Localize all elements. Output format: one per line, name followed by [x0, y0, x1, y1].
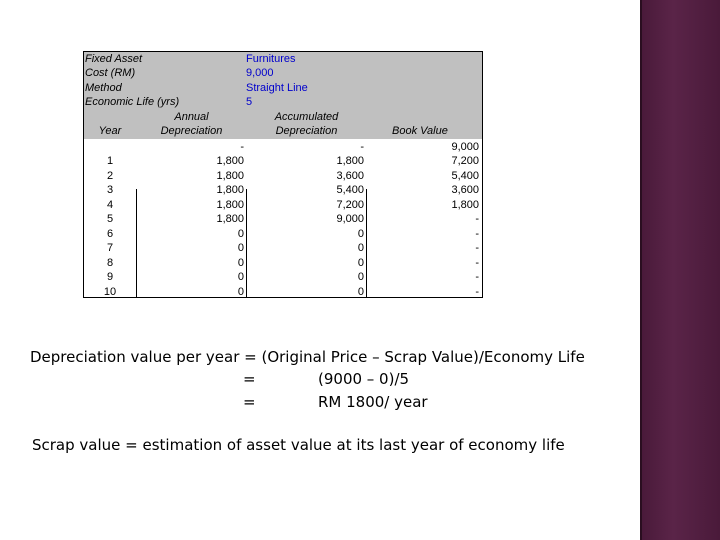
annual-depreciation-cell: 1,800 — [216, 155, 244, 168]
annual-depreciation-cell: 1,800 — [216, 184, 244, 197]
annual-depreciation-cell: 1,800 — [216, 213, 244, 226]
accumulated-depreciation-cell: 1,800 — [336, 155, 364, 168]
annual-depreciation-cell: 1,800 — [216, 169, 244, 182]
col-accum-header-1: Accumulated — [274, 111, 339, 123]
scrap-value-definition: Scrap value = estimation of asset value at its last year of economy life — [32, 436, 565, 454]
depreciation-formula: Depreciation value per year = (Original Price – Scrap Value)/Economy Life — [30, 348, 585, 366]
book-value-cell: - — [475, 213, 479, 226]
annual-depreciation-cell: 0 — [237, 256, 244, 269]
economic-life-value: 5 — [246, 96, 253, 108]
depreciation-table — [83, 51, 483, 298]
side-band-edge — [640, 0, 642, 540]
year-cell: 2 — [106, 169, 114, 182]
accumulated-depreciation-cell: 5,400 — [336, 184, 364, 197]
formula-equals-1: = — [243, 370, 256, 388]
table-row — [84, 270, 482, 284]
formula-equals-2: = — [243, 393, 256, 411]
method-value: Straight Line — [246, 82, 308, 94]
table-row — [84, 183, 482, 197]
column-divider — [366, 189, 367, 297]
col-year-header: Year — [98, 125, 122, 137]
accumulated-depreciation-cell: 7,200 — [336, 198, 364, 211]
column-divider — [246, 189, 247, 297]
year-cell: 10 — [103, 285, 117, 298]
book-value-cell: - — [475, 256, 479, 269]
accumulated-depreciation-cell: - — [360, 141, 364, 153]
accumulated-depreciation-cell: 3,600 — [336, 169, 364, 182]
annual-depreciation-cell: 1,800 — [216, 198, 244, 211]
annual-depreciation-cell: 0 — [237, 285, 244, 298]
col-annual-header-2: Depreciation — [160, 125, 223, 137]
book-value-cell: 1,800 — [451, 198, 479, 211]
year-cell: 8 — [106, 256, 114, 269]
table-row — [84, 154, 482, 168]
year-cell: 1 — [106, 155, 114, 168]
year-cell: 4 — [106, 198, 114, 211]
accumulated-depreciation-cell: 0 — [357, 285, 364, 298]
method-label: Method — [85, 82, 122, 94]
book-value-cell: - — [475, 271, 479, 284]
book-value-cell: 3,600 — [451, 184, 479, 197]
accumulated-depreciation-cell: 0 — [357, 256, 364, 269]
table-row — [84, 285, 482, 299]
book-value-cell: - — [475, 242, 479, 255]
table-row — [84, 212, 482, 226]
book-value-cell: 5,400 — [451, 169, 479, 182]
table-row — [84, 169, 482, 183]
cost-value: 9,000 — [246, 67, 274, 79]
economic-life-label: Economic Life (yrs) — [85, 96, 180, 108]
annual-depreciation-cell: - — [240, 141, 244, 153]
book-value-cell: 9,000 — [451, 141, 479, 153]
formula-calculation: (9000 – 0)/5 — [318, 370, 410, 388]
table-row — [84, 140, 482, 154]
col-book-header: Book Value — [392, 125, 448, 137]
year-cell: 6 — [106, 227, 114, 240]
year-cell: 9 — [106, 271, 114, 284]
book-value-cell: - — [475, 227, 479, 240]
column-divider — [136, 189, 137, 297]
year-cell: 3 — [106, 184, 114, 197]
fixed-asset-label: Fixed Asset — [85, 53, 143, 65]
book-value-cell: 7,200 — [451, 155, 479, 168]
book-value-cell: - — [475, 285, 479, 298]
decorative-side-band — [642, 0, 720, 540]
table-row — [84, 241, 482, 255]
accumulated-depreciation-cell: 0 — [357, 227, 364, 240]
accumulated-depreciation-cell: 0 — [357, 271, 364, 284]
table-row — [84, 227, 482, 241]
fixed-asset-value: Furnitures — [246, 53, 296, 65]
accumulated-depreciation-cell: 9,000 — [336, 213, 364, 226]
year-cell: 7 — [106, 242, 114, 255]
cost-label: Cost (RM) — [85, 67, 136, 79]
formula-result: RM 1800/ year — [318, 393, 428, 411]
col-accum-header-2: Depreciation — [275, 125, 338, 137]
annual-depreciation-cell: 0 — [237, 227, 244, 240]
accumulated-depreciation-cell: 0 — [357, 242, 364, 255]
annual-depreciation-cell: 0 — [237, 271, 244, 284]
col-annual-header-1: Annual — [174, 111, 209, 123]
year-cell: 5 — [106, 213, 114, 226]
table-row — [84, 198, 482, 212]
table-row — [84, 256, 482, 270]
annual-depreciation-cell: 0 — [237, 242, 244, 255]
